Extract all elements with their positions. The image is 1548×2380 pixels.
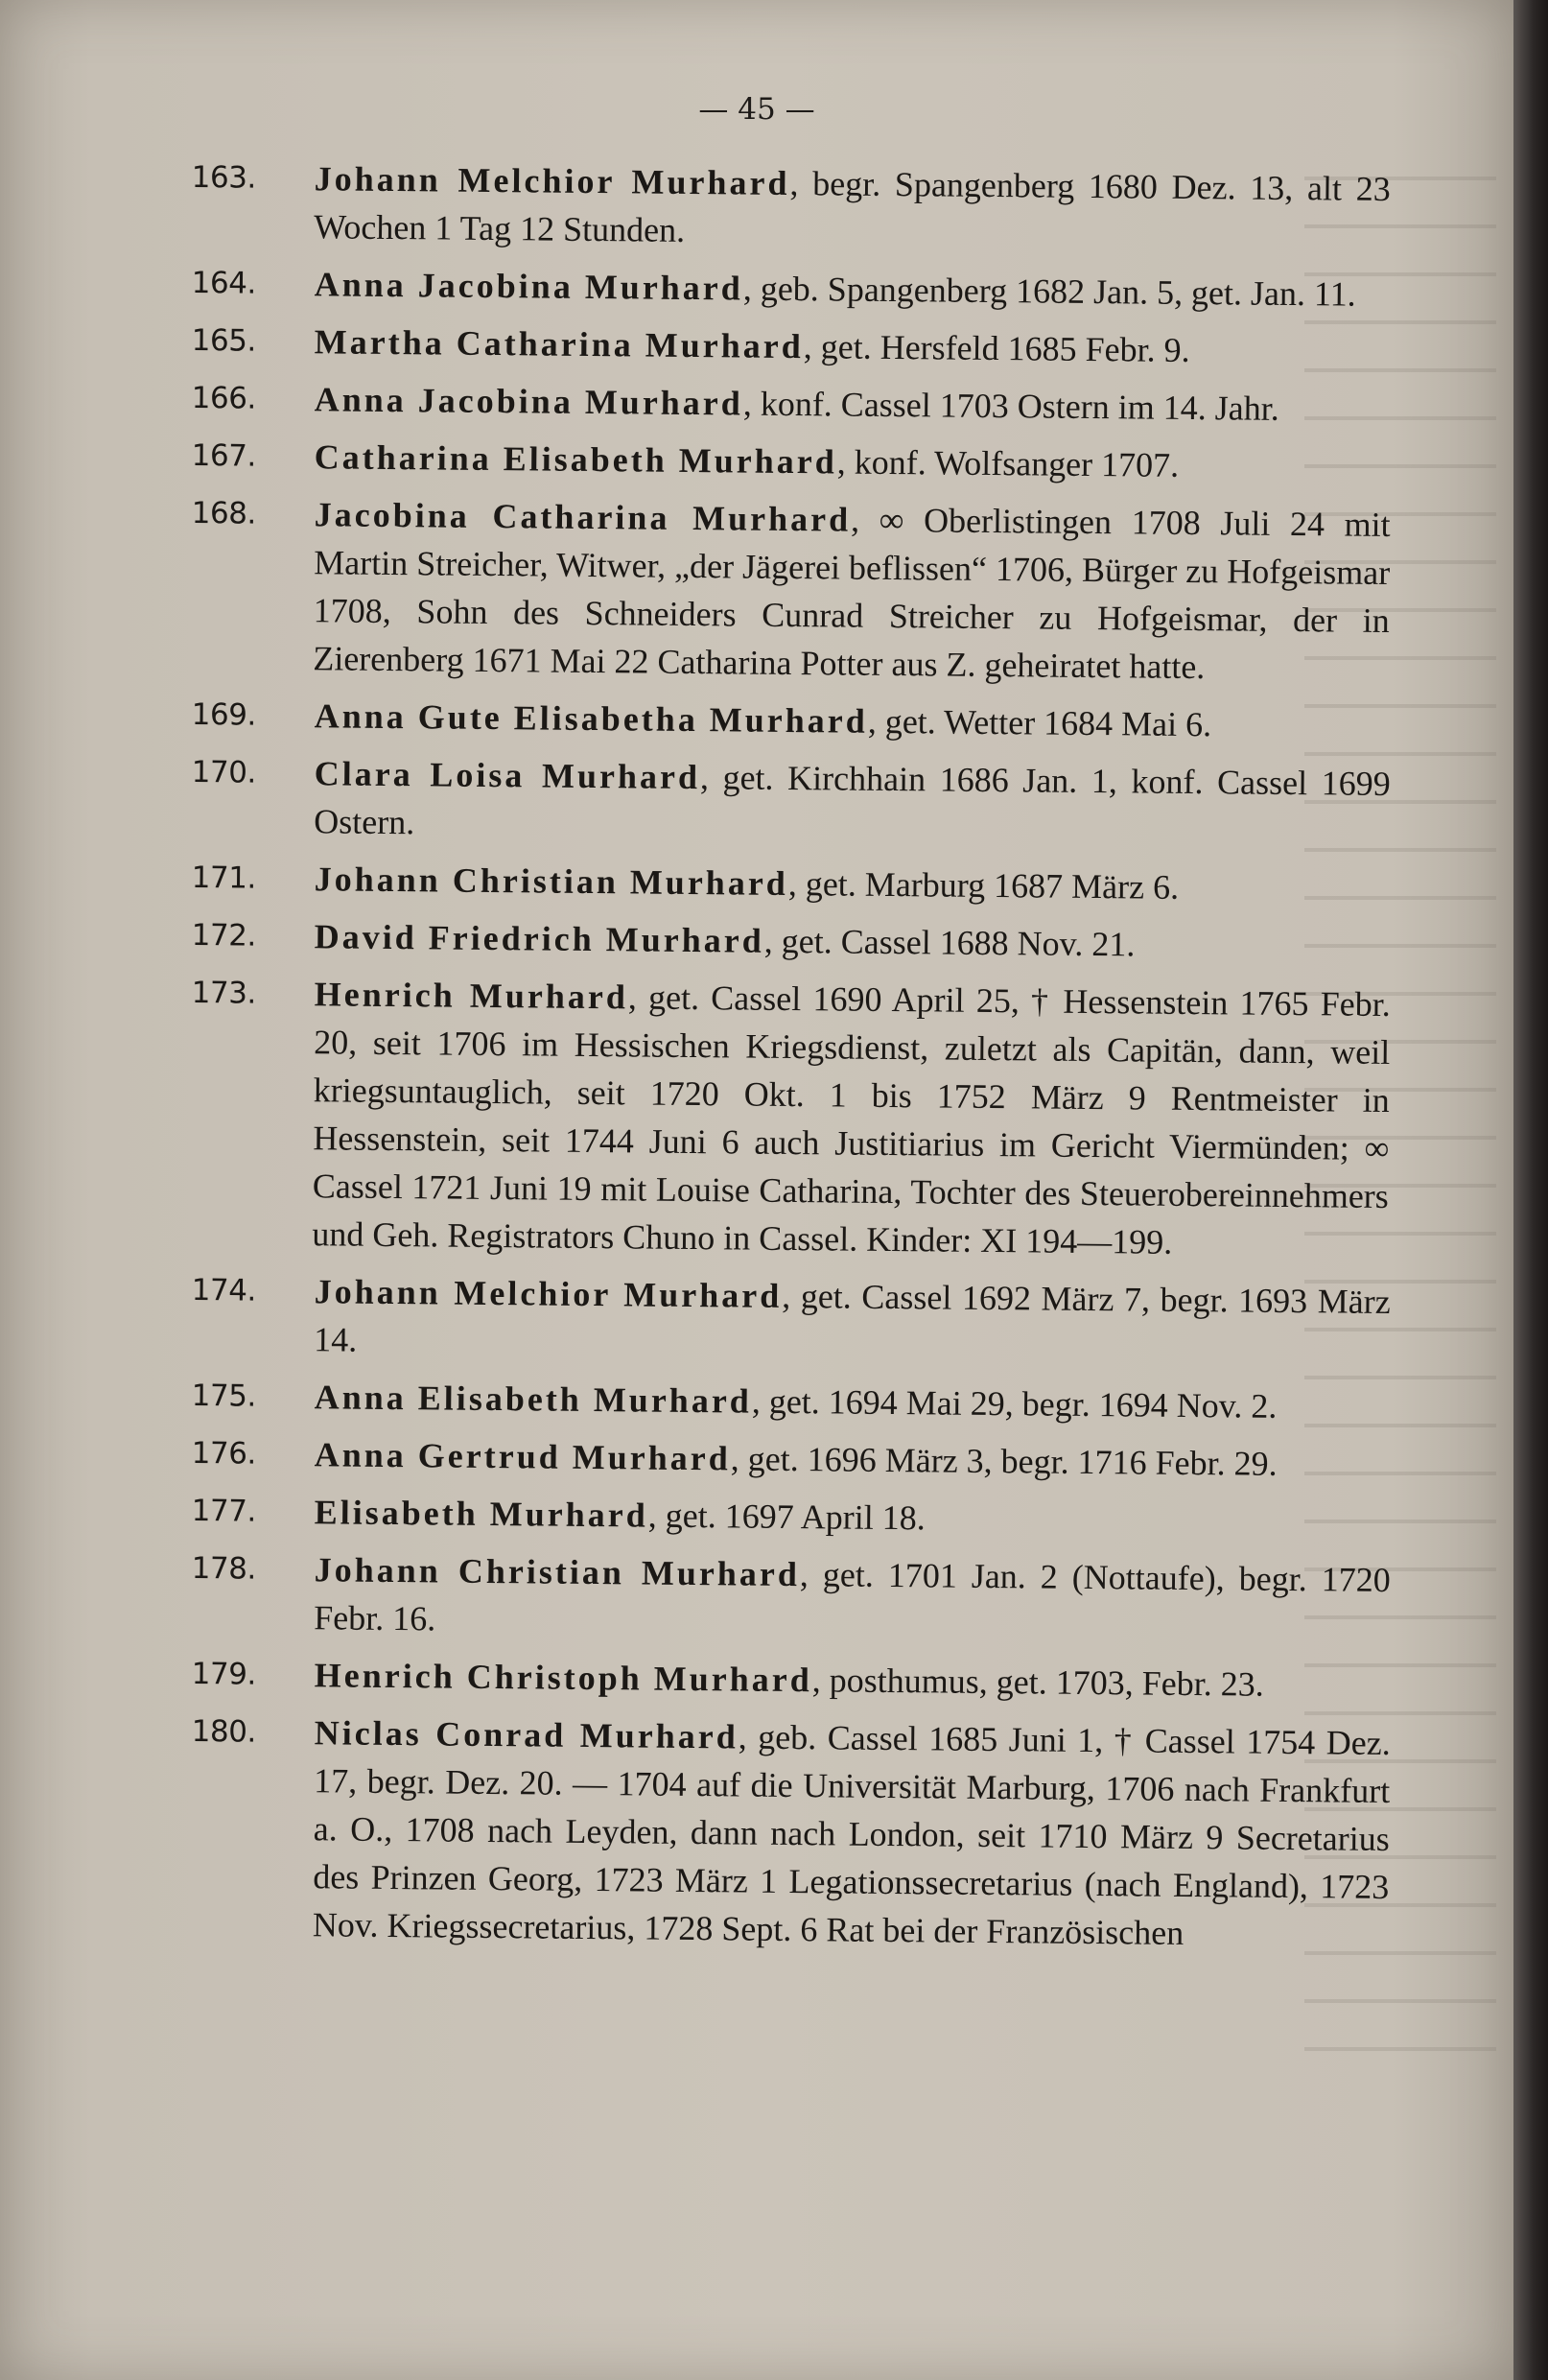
entry-number: 172. [191,917,256,954]
person-name: Johann Christian Murhard [314,1550,801,1594]
person-name: Elisabeth Murhard [314,1493,648,1535]
person-name: Anna Jacobina Murhard [314,380,744,423]
entry-number: 178. [191,1550,256,1587]
person-name: Clara Loisa Murhard [314,754,701,797]
person-name: Johann Melchior Murhard [314,159,790,202]
entry-details: , get. Marburg 1687 März 6. [787,863,1180,907]
entry-details: , begr. Spangenberg 1680 Dez. 13, alt 23 Wochen 1 Tag 12 Stunden. [314,163,1391,249]
entry-number: 163. [191,159,256,196]
genealogy-entry-list [192,153,1391,1957]
genealogy-entry [192,259,1391,318]
person-name: Jacobina Catharina Murhard [314,495,852,539]
person-name: Anna Gertrud Murhard [314,1435,731,1478]
entry-number: 177. [191,1493,256,1529]
entry-details: , get. Cassel 1688 Nov. 21. [763,921,1136,964]
entry-number: 176. [191,1435,256,1472]
entry-number: 168. [191,495,256,531]
genealogy-entry [191,748,1391,856]
genealogy-entry [192,432,1391,491]
entry-details: , get. 1697 April 18. [647,1496,926,1538]
genealogy-entry [192,374,1391,434]
person-name: Niclas Conrad Murhard [314,1713,739,1756]
genealogy-entry [191,1544,1391,1652]
entry-details: , get. 1694 Mai 29, begr. 1694 Nov. 2. [751,1381,1278,1426]
genealogy-entry [192,691,1391,750]
person-name: Martha Catharina Murhard [314,322,804,366]
person-name: Anna Jacobina Murhard [314,265,744,308]
entry-number: 179. [191,1656,256,1692]
genealogy-entry [192,1487,1391,1546]
entry-number: 169. [191,696,256,733]
genealogy-entry [192,1372,1391,1431]
entry-details: , get. Hersfeld 1685 Febr. 9. [803,327,1190,369]
person-name: Henrich Murhard [314,975,629,1017]
entry-details: , get. Wetter 1684 Mai 6. [867,701,1212,744]
entry-details: , get. 1701 Jan. 2 (Nottaufe), begr. 1720 Febr. 16. [314,1555,1391,1638]
genealogy-entry [189,969,1391,1268]
entry-number: 167. [191,437,256,474]
genealogy-entry [190,489,1391,693]
person-name: Anna Gute Elisabetha Murhard [314,696,868,741]
entry-number: 174. [191,1272,256,1308]
entry-details: , get. Cassel 1690 April 25, † Hessenstein 1765 Febr. 20, seit 1706 im Hessischen Kriegsdienst, zuletzt als Capitän, dann, weil kriegsuntauglich, seit 1720 Okt. 1 bis 1752 März 9 Rentmeister in Hessenstein, seit 1744 Juni 6 auch Justitiarius im Gericht Viermünden; ∞ Cassel 1721 Juni 19 mit Louise Catharina, Tochter des Steuerobereinnehmers und Geh. Registrators Chuno in Cassel. Kinder: XI 194—199. [312,978,1391,1261]
entry-details: , posthumus, get. 1703, Febr. 23. [811,1661,1264,1704]
entry-number: 180. [191,1713,256,1750]
entry-details: , ∞ Oberlistingen 1708 Juli 24 mit Martin Streicher, Witwer, „der Jägerei beflissen“ 1706, Bürger zu Hofgeismar 1708, Sohn des Schneiders Cunrad Streicher zu Hofgeismar, der in Zierenberg 1671 Mai 22 Catharina Potter aus Z. geheiratet hatte. [313,500,1391,687]
genealogy-entry [192,854,1391,913]
person-name: Johann Melchior Murhard [314,1272,783,1315]
genealogy-entry [192,1650,1391,1709]
entry-number: 165. [191,322,256,359]
entry-details: , geb. Spangenberg 1682 Jan. 5, get. Jan. 11. [742,269,1356,314]
book-spine [1513,0,1548,2380]
entry-details: , konf. Cassel 1703 Ostern im 14. Jahr. [742,384,1279,428]
entry-details: , geb. Cassel 1685 Juni 1, † Cassel 1754 Dez. 17, begr. Dez. 20. — 1704 auf die Universität Marburg, 1706 nach Frankfurt a. O., 1708 nach Leyden, dann nach London, seit 1710 März 9 Secretarius des Prinzen Georg, 1723 März 1 Legationssecretarius (nach England), 1723 Nov. Kriegssecretarius, 1728 Sept. 6 Rat bei der Französischen [312,1717,1391,1952]
genealogy-entry [192,317,1391,376]
entry-number: 170. [191,754,256,790]
person-name: Johann Christian Murhard [314,860,789,903]
entry-number: 175. [191,1378,256,1414]
entry-number: 171. [191,860,256,896]
entry-number: 164. [191,265,256,301]
genealogy-entry [191,153,1391,261]
entry-details: , konf. Wolfsanger 1707. [836,442,1180,484]
entry-details: , get. Cassel 1692 März 7, begr. 1693 März 14. [314,1276,1391,1359]
entry-number: 173. [191,975,256,1011]
person-name: Henrich Christoph Murhard [314,1656,812,1700]
genealogy-entry [190,1708,1391,1959]
genealogy-entry [191,1266,1391,1374]
entry-number: 166. [191,380,256,416]
person-name: Anna Elisabeth Murhard [314,1378,753,1421]
person-name: Catharina Elisabeth Murhard [314,437,837,482]
entry-details: , get. Kirchhain 1686 Jan. 1, konf. Cassel 1699 Ostern. [314,758,1391,842]
page-number-header: — 45 — [698,92,815,127]
entry-details: , get. 1696 März 3, begr. 1716 Febr. 29. [730,1439,1278,1483]
genealogy-entry [192,911,1391,971]
genealogy-entry [192,1429,1391,1489]
person-name: David Friedrich Murhard [314,917,764,960]
